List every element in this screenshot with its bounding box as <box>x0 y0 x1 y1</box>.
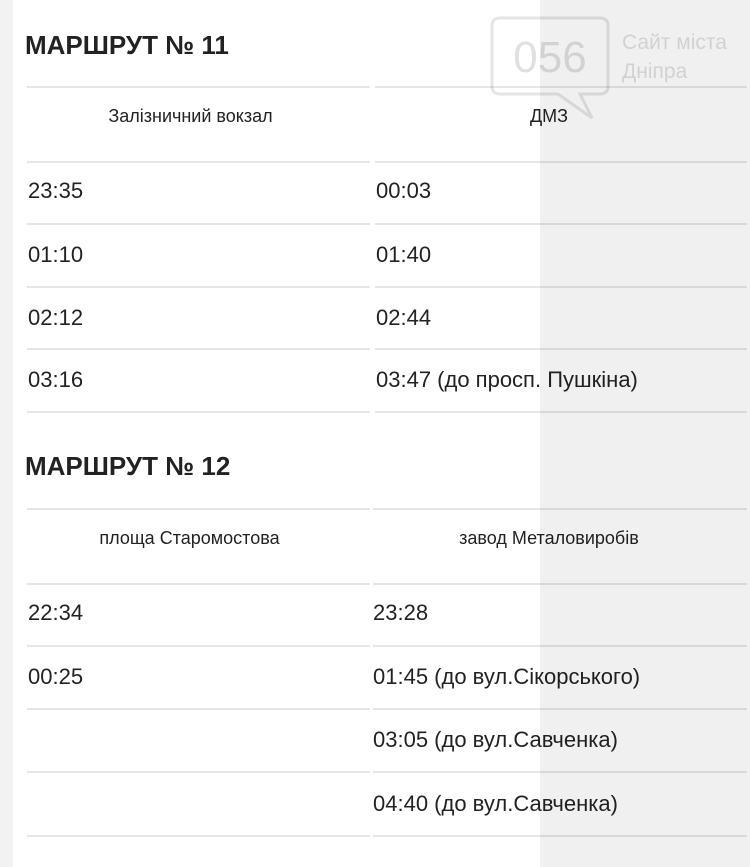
table-cell: 23:28 <box>373 600 429 625</box>
table-rule <box>27 708 370 710</box>
table-rule <box>27 508 370 510</box>
table-cell: 00:25 <box>28 664 84 689</box>
column-header-origin: Залізничний вокзал <box>108 106 273 126</box>
table-cell: 01:45 (до вул.Сікорського) <box>373 664 641 689</box>
table-rule <box>373 708 747 710</box>
watermark-logo-text: 056 <box>513 33 587 82</box>
table-rule <box>27 161 370 163</box>
table-rule <box>27 86 370 88</box>
table-rule <box>375 286 747 288</box>
watermark-line: Дніпра <box>622 60 688 83</box>
table-rule <box>375 161 747 163</box>
table-rule <box>373 645 747 647</box>
route-12-title: МАРШРУТ № 12 <box>25 451 231 481</box>
column-header-destination: завод Металовиробів <box>459 528 639 548</box>
watermark-site-name <box>622 28 727 86</box>
column-header-origin: площа Старомостова <box>99 528 280 548</box>
table-cell: 22:34 <box>28 600 84 625</box>
table-rule <box>375 411 747 413</box>
table-rule <box>27 771 370 773</box>
table-rule <box>375 86 747 88</box>
table-cell: 00:03 <box>376 178 432 203</box>
table-rule <box>27 223 370 225</box>
table-cell: 01:40 <box>376 242 432 267</box>
route-11-title: МАРШРУТ № 11 <box>25 30 229 60</box>
watermark-line: Сайт міста <box>622 31 727 54</box>
table-rule <box>27 411 370 413</box>
table-cell: 01:10 <box>28 242 84 267</box>
table-cell: 04:40 (до вул.Савченка) <box>373 791 618 816</box>
table-rule <box>373 583 747 585</box>
table-cell: 02:12 <box>28 305 84 330</box>
column-header-destination: ДМЗ <box>529 106 569 126</box>
table-cell: 23:35 <box>28 178 84 203</box>
table-rule <box>27 348 370 350</box>
table-rule <box>27 583 370 585</box>
table-rule <box>373 771 747 773</box>
table-cell: 03:47 (до просп. Пушкіна) <box>376 367 638 392</box>
table-cell: 03:16 <box>28 367 84 392</box>
table-rule <box>27 645 370 647</box>
table-rule <box>373 508 747 510</box>
table-rule <box>27 286 370 288</box>
table-cell: 03:05 (до вул.Савченка) <box>373 727 618 752</box>
table-rule <box>373 835 747 837</box>
table-rule <box>375 223 747 225</box>
table-rule <box>375 348 747 350</box>
table-rule <box>27 835 370 837</box>
table-cell: 02:44 <box>376 305 432 330</box>
left-margin-strip <box>0 0 13 867</box>
